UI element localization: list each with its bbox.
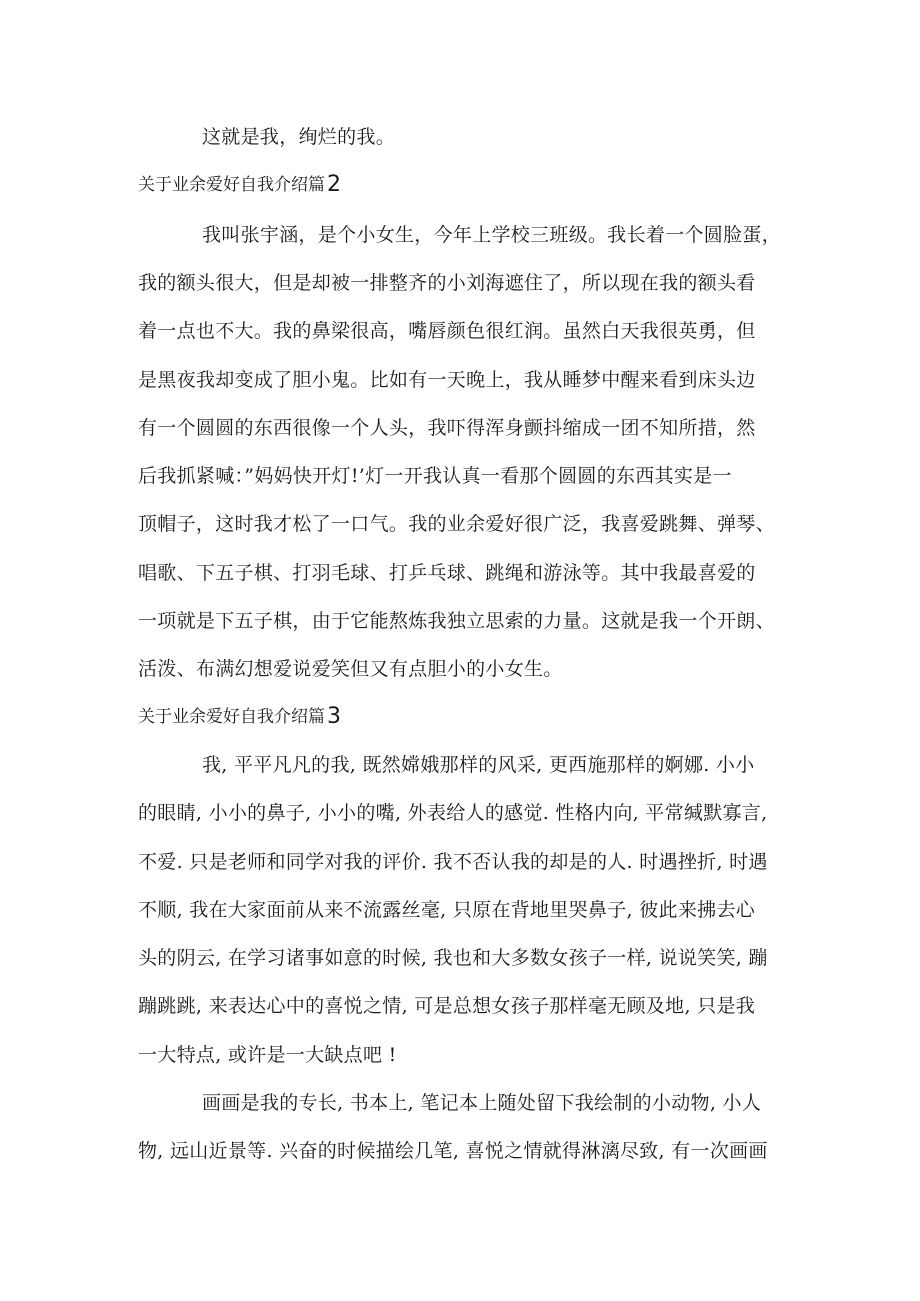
paragraph-line: 我叫张宇涵，是个小女生，今年上学校三班级。我长着一个圆脸蛋， [202, 224, 782, 246]
paragraph-line: 头的阴云, 在学习诸事如意的时候, 我也和大多数女孩子一样, 说说笑笑, 蹦 [138, 947, 768, 969]
paragraph-line: 着一点也不大。我的鼻梁很高，嘴唇颜色很红润。虽然白天我很英勇，但 [138, 320, 756, 342]
paragraph-line: 不顺, 我在大家面前从来不流露丝毫, 只原在背地里哭鼻子, 彼此来拂去心 [138, 899, 756, 921]
paragraph-line: 是黑夜我却变成了胆小鬼。比如有一天晚上，我从睡梦中醒来看到床头边 [138, 369, 756, 391]
paragraph-line: 顶帽子，这时我才松了一口气。我的业余爱好很广泛，我喜爱跳舞、弹琴、 [138, 513, 775, 535]
paragraph-line: 唱歌、下五子棋、打羽毛球、打乒乓球、跳绳和游泳等。其中我最喜爱的 [138, 562, 756, 584]
section-heading-3 [138, 704, 341, 730]
paragraph-line: 活泼、布满幻想爱说爱笑但又有点胆小的小女生。 [138, 658, 563, 680]
paragraph-line: 一项就是下五子棋，由于它能熬炼我独立思索的力量。这就是我一个开朗、 [138, 610, 775, 632]
paragraph-line: 有一个圆圆的东西很像一个人头，我吓得浑身颤抖缩成一团不知所措，然 [138, 417, 756, 439]
heading-number: 3 [327, 704, 341, 729]
paragraph-line: 画画是我的专长, 书本上, 笔记本上随处留下我绘制的小动物, 小人 [202, 1092, 762, 1114]
paragraph-line: 我的额头很大，但是却被一排整齐的小刘海遮住了，所以现在我的额头看 [138, 272, 756, 294]
heading-text: 关于业余爱好自我介绍篇 [138, 175, 325, 195]
paragraph-line: 不爱. 只是老师和同学对我的评价. 我不否认我的却是的人. 时遇挫折, 时遇 [138, 851, 768, 873]
paragraph-line: 一大特点, 或许是一大缺点吧 ! [138, 1044, 397, 1066]
paragraph-line: 我, 平平凡凡的我, 既然嫦娥那样的风采, 更西施那样的婀娜. 小小 [202, 754, 755, 776]
heading-text: 关于业余爱好自我介绍篇 [138, 707, 325, 727]
section-heading-2 [138, 172, 341, 198]
paragraph-line: 物, 远山近景等. 兴奋的时候描绘几笔, 喜悦之情就得淋漓尽致, 有一次画画 [138, 1140, 768, 1162]
closing-line: 这就是我，绚烂的我。 [202, 126, 396, 148]
paragraph-line: 的眼睛, 小小的鼻子, 小小的嘴, 外表给人的感觉. 性格内向, 平常缄默寡言, [138, 802, 768, 824]
heading-number: 2 [327, 172, 341, 197]
paragraph-line: 蹦跳跳, 来表达心中的喜悦之情, 可是总想女孩子那样毫无顾及地, 只是我 [138, 995, 756, 1017]
paragraph-line: 后我抓紧喊：”妈妈快开灯!’灯一开我认真一看那个圆圆的东西其实是一 [138, 465, 732, 487]
